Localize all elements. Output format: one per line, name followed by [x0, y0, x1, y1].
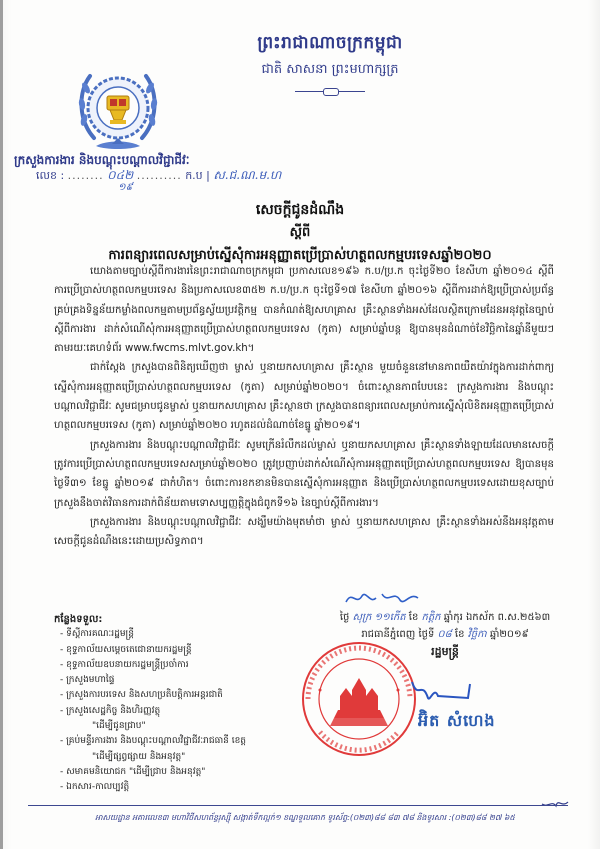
footer-address: អាសយដ្ឋាន អគារលេខ៣ មហាវិថីសហព័ន្ធរុស្ស៊ី សង្កាត់ទឹកល្អក់១ ខណ្ឌទួលគោក ទូរស័ព្ទ:(០២៣)៨៨ ៨៣ ៧៨ និងទូរសារ :(០២៣)៨៨ ២៧ ៦៥ — [95, 813, 515, 822]
paragraph: ក្រសួងការងារ និងបណ្តុះបណ្តាលវិជ្ជាជីវៈ សង្ឃឹមយ៉ាងមុតមាំថា ម្ចាស់ ឬនាយកសហគ្រាស គ្រឹះស្ថានទាំងអស់នឹងអនុវត្តតាមសេចក្តីជូនដំណឹងនេះដោយប្រសិទ្ធភាព។ — [54, 516, 554, 548]
minister-title: រដ្ឋមន្ត្រី — [431, 645, 459, 658]
recipient-item: - ទីស្តីការគណៈរដ្ឋមន្ត្រី — [60, 629, 134, 640]
recipient-note: "ដើម្បីជូនជ្រាប" — [92, 721, 146, 732]
signature-scribble-icon — [408, 676, 498, 706]
recipient-item: - ខុទ្ទកាល័យសម្តេចតេជោនាយករដ្ឋមន្ត្រី — [60, 644, 192, 655]
recipient-item: - ខុទ្ទកាល័យឧបនាយករដ្ឋមន្ត្រីប្រចាំការ — [60, 659, 189, 670]
paragraph: ក្រសួងការងារ និងបណ្តុះបណ្តាលវិជ្ជាជីវៈ សូមក្រើនរំលឹកដល់ម្ចាស់ ឬនាយកសហគ្រាស គ្រឹះស្ថានទាំងឡាយដែលមានសេចក្តីត្រូវការប្រើប្រាស់ហត្ថពលកម្មបរទេសសម្រាប់ឆ្នាំ២០២០ ត្រូវប្រញាប់ដាក់សំណើសុំការអនុញ្ញាតប្រើប្រាស់ហត្ថពលកម្មបរទេស ឱ្យបានមុនថ្ងៃទី៣១ ខែធ្នូ ឆ្នាំ២០១៩ ជាកំហិត។ ចំពោះការខកខានមិនបានស្នើសុំការអនុញ្ញាត និងប្រើប្រាស់ហត្ថពលកម្មបរទេសដោយខុសច្បាប់ ក្រសួងនឹងចាត់វិធានការដាក់ពិន័យតាមទោសប្បញ្ញត្តិក្នុងជំពូកទី១៦ នៃច្បាប់ស្តីពីការងារ។ — [54, 439, 554, 509]
scan-edge — [0, 0, 3, 849]
ref-sub-number: ១៩ — [118, 182, 133, 193]
letterhead — [200, 32, 460, 94]
recipient-item: - គ្រប់មន្ទីរការងារ និងបណ្តុះបណ្តាលវិជ្ជាជីវៈរាជធានី ខេត្ត — [60, 736, 247, 747]
title-line-2: ស្តីពី — [289, 225, 311, 240]
recipients-list — [54, 612, 304, 796]
ref-suffix: ក.ប — [185, 169, 203, 182]
ministry-name: ក្រសួងការងារ និងបណ្តុះបណ្តាលវិជ្ជាជីវៈ — [14, 153, 190, 167]
ref-number: ០៤២ — [107, 168, 134, 182]
notice-title — [0, 200, 600, 266]
ministry-seal-icon — [72, 58, 164, 166]
notice-body — [54, 262, 554, 551]
paragraph: ជាក់ស្តែង ក្រសួងបានពិនិត្យឃើញថា ម្ចាស់ ឬនាយកសហគ្រាស គ្រឹះស្ថាន មួយចំនួននៅមានភាពយឺតយ៉ាវក្នុងការដាក់ពាក្យស្នើសុំការអនុញ្ញាតប្រើប្រាស់ហត្ថពលកម្មបរទេស (កូតា) សម្រាប់ឆ្នាំ២០២០។ ចំពោះស្ថានភាពបែបនេះ ក្រសួងការងារ និងបណ្តុះបណ្តាលវិជ្ជាជីវៈ សូមជម្រាបជូនម្ចាស់ ឬនាយកសហគ្រាស គ្រឹះស្ថានថា ក្រសួងបានពន្យារពេលសម្រាប់ការស្នើសុំលិខិតអនុញ្ញាតប្រើប្រាស់ហត្ថពលកម្មបរទេស (កូតា) សម្រាប់ឆ្នាំ២០២០ រហូតដល់ដំណាច់ខែធ្នូ ឆ្នាំ២០១៩។ — [54, 362, 554, 432]
recipient-item: - ក្រសួងសេដ្ឋកិច្ច និងហិរញ្ញវត្ថុ — [60, 705, 161, 716]
initials-scribble-icon — [342, 588, 422, 608]
minister-name: អ៊ិត សំហេង — [418, 711, 496, 730]
recipient-note: "ដើម្បីផ្សព្វផ្សាយ និងអនុវត្ត" — [92, 751, 186, 762]
national-motto: ជាតិ សាសនា ព្រះមហាក្សត្រ — [261, 62, 399, 77]
kingdom-title: ព្រះរាជាណាចក្រកម្ពុជា — [257, 33, 403, 53]
official-seal-icon — [300, 640, 418, 758]
solar-date: រាជធានីភ្នំពេញ ថ្ងៃទី ០៨ ខែ វិច្ឆិកា ឆ្នាំ២០១៩ — [361, 629, 529, 640]
recipient-item: - សមាគមនិយោជក "ដើម្បីជ្រាប និងអនុវត្ត" — [60, 766, 206, 777]
footer-divider — [28, 805, 568, 806]
ornament-divider — [295, 88, 365, 94]
title-line-1: សេចក្តីជូនដំណឹង — [255, 202, 345, 218]
footer-initial-icon — [540, 796, 570, 810]
paragraph: យោងតាមច្បាប់ស្តីពីការងារនៃព្រះរាជាណាចក្រកម្ពុជា ប្រកាសលេខ១៩៦ ក.ប/ប្រ.ក ចុះថ្ងៃទី២០ ខែសីហា ឆ្នាំ២០១៤ ស្តីពីការប្រើប្រាស់ហត្ថពលកម្មបរទេស និងប្រកាសលេខ៣៥២ ក.ប/ប្រ.ក ចុះថ្ងៃទី១៧ ខែសីហា ឆ្នាំ២០១៦ ស្តីពីការដាក់ឱ្យប្រើប្រាស់ប្រព័ន្ធគ្រប់គ្រងទិន្នន័យកម្លាំងពលកម្មតាមប្រព័ន្ធស្វ័យប្រវត្តិកម្ម បានកំណត់ឱ្យសហគ្រាស គ្រឹះស្ថានទាំងអស់ដែលស្ថិតក្រោមដែនអនុវត្តនៃច្បាប់ស្តីពីការងារ ដាក់សំណើសុំការអនុញ្ញាតប្រើប្រាស់ហត្ថពលកម្មបរទេស (កូតា) សម្រាប់ឆ្នាំបន្ត ឱ្យបានមុនដំណាច់ខែវិច្ឆិកានៃឆ្នាំនីមួយៗ តាមរយៈគេហទំព័រ www.fwcms.mlvt.gov.kh។ — [54, 266, 554, 355]
ref-suffix-handwritten: ស.ជ.ណ.ម.ហ — [213, 168, 282, 182]
recipient-item: - ក្រសួងមហាផ្ទៃ — [60, 675, 115, 686]
recipient-item: - ឯកសារ-កាលប្បវត្តិ — [60, 782, 130, 793]
title-line-3: ការពន្យារពេលសម្រាប់ស្នើសុំការអនុញ្ញាតប្រើប្រាស់ហត្ថពលកម្មបរទេសឆ្នាំ២០២០ — [108, 248, 492, 263]
recipient-item: - ក្រសួងការបរទេស និងសហប្រតិបត្តិការអន្តរជាតិ — [60, 690, 223, 701]
reference-number: លេខ : ........ ០៤២ .......... ក.ប | ស.ជ.ណ.ម.ហ — [36, 168, 282, 182]
ref-label: លេខ : — [36, 169, 65, 182]
lunar-date: ថ្ងៃ សុក្រ ១១កើត ខែ កត្តិក ឆ្នាំកុរ ឯកស័ក ព.ស.២៥៦៣ — [339, 612, 551, 623]
recipients-label: កន្លែងទទួល: — [54, 614, 103, 625]
